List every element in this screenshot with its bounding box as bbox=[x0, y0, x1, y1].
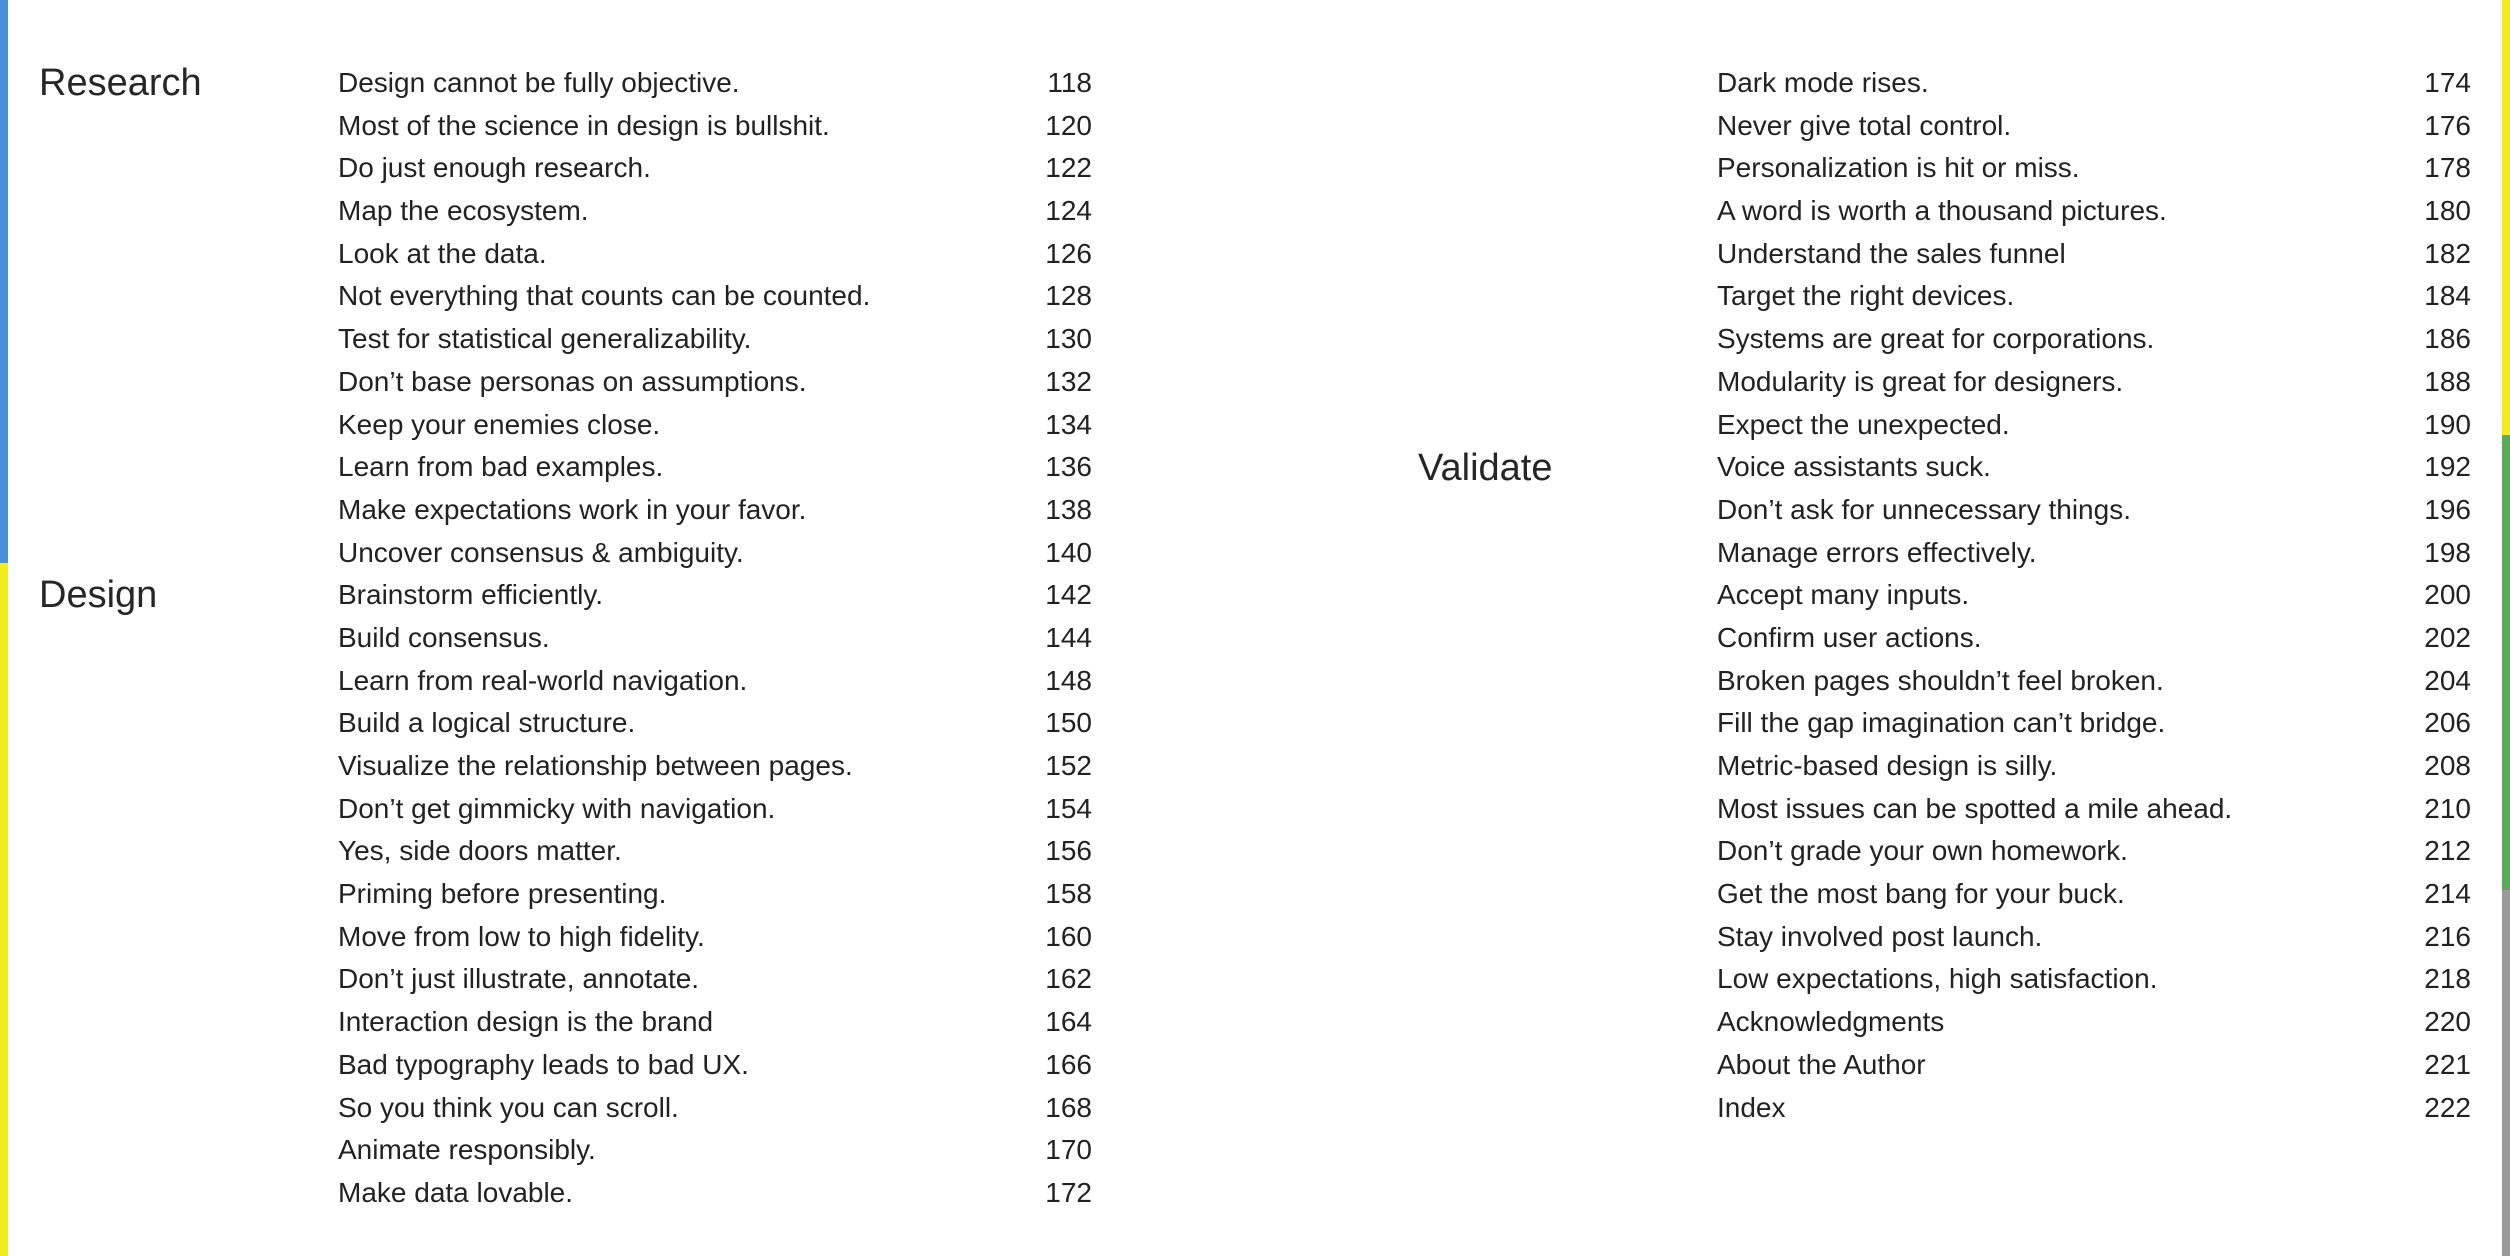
toc-entry-page-number: 168 bbox=[1045, 1091, 1092, 1123]
toc-entry-title: Do just enough research. bbox=[338, 152, 651, 184]
toc-entry-title: Don’t get gimmicky with navigation. bbox=[338, 792, 776, 824]
toc-entry-page-number: 188 bbox=[2424, 365, 2471, 397]
toc-entry-page-number: 221 bbox=[2424, 1048, 2471, 1080]
toc-entry[interactable] bbox=[1717, 233, 2471, 276]
toc-entry-page-number: 186 bbox=[2424, 323, 2471, 355]
toc-entry-title: Make data lovable. bbox=[338, 1176, 574, 1208]
toc-entry[interactable] bbox=[1717, 873, 2471, 916]
toc-entry[interactable] bbox=[338, 1129, 1092, 1172]
toc-entry-title: About the Author bbox=[1717, 1048, 1926, 1080]
toc-entry-page-number: 200 bbox=[2424, 579, 2471, 611]
toc-entry-title: Bad typography leads to bad UX. bbox=[338, 1048, 749, 1080]
toc-entry-title: Modularity is great for designers. bbox=[1717, 365, 2124, 397]
toc-entry[interactable] bbox=[338, 830, 1092, 873]
toc-entry[interactable] bbox=[338, 532, 1092, 575]
toc-entry-title: Metric-based design is silly. bbox=[1717, 750, 2058, 781]
toc-entry-page-number: 222 bbox=[2424, 1091, 2471, 1123]
toc-entry[interactable] bbox=[338, 873, 1092, 916]
toc-entry-title: Broken pages shouldn’t feel broken. bbox=[1717, 664, 2164, 696]
section-color-band-validate bbox=[2502, 435, 2510, 890]
toc-entry[interactable] bbox=[1717, 446, 2471, 489]
toc-entry-title: Confirm user actions. bbox=[1717, 621, 1982, 653]
section-heading-validate: Validate bbox=[1418, 447, 1553, 489]
toc-entry[interactable] bbox=[338, 745, 1092, 788]
toc-entry[interactable] bbox=[1717, 361, 2471, 404]
toc-entry-title: Design cannot be fully objective. bbox=[338, 67, 740, 98]
toc-entry-page-number: 140 bbox=[1045, 536, 1092, 568]
toc-entry-title: Personalization is hit or miss. bbox=[1717, 152, 2080, 184]
toc-entry[interactable] bbox=[1717, 745, 2471, 788]
toc-entry-page-number: 156 bbox=[1045, 835, 1092, 867]
toc-entry-title: So you think you can scroll. bbox=[338, 1091, 679, 1123]
toc-entry[interactable] bbox=[1717, 404, 2471, 447]
toc-entry-page-number: 118 bbox=[1047, 67, 1092, 98]
toc-entry-page-number: 142 bbox=[1045, 579, 1092, 611]
toc-entry[interactable] bbox=[1717, 702, 2471, 745]
toc-entry-title: Don’t base personas on assumptions. bbox=[338, 365, 807, 397]
toc-entry-title: Most of the science in design is bullshit. bbox=[338, 109, 830, 141]
toc-entry-page-number: 144 bbox=[1045, 621, 1092, 653]
toc-entry-title: Dark mode rises. bbox=[1717, 67, 1929, 98]
section-color-band-research bbox=[0, 0, 8, 563]
toc-entry-page-number: 150 bbox=[1045, 707, 1092, 739]
toc-entry[interactable] bbox=[1717, 1044, 2471, 1087]
toc-entry-title: Uncover consensus & ambiguity. bbox=[338, 536, 744, 568]
toc-entry[interactable] bbox=[338, 190, 1092, 233]
toc-entry[interactable] bbox=[1717, 489, 2471, 532]
toc-entry[interactable] bbox=[1717, 190, 2471, 233]
toc-entry[interactable] bbox=[1717, 617, 2471, 660]
toc-entry-page-number: 218 bbox=[2424, 963, 2471, 995]
toc-entry[interactable] bbox=[338, 404, 1092, 447]
toc-entry-page-number: 216 bbox=[2424, 920, 2471, 952]
toc-entry-title: Not everything that counts can be counted. bbox=[338, 280, 871, 312]
section-color-band-design bbox=[0, 563, 8, 1256]
toc-entry-page-number: 154 bbox=[1045, 792, 1092, 824]
toc-entry-page-number: 180 bbox=[2424, 195, 2471, 227]
toc-entry-title: Make expectations work in your favor. bbox=[338, 493, 807, 525]
toc-entry[interactable] bbox=[1717, 660, 2471, 703]
toc-entry-page-number: 206 bbox=[2424, 707, 2471, 739]
toc-entry[interactable] bbox=[338, 1044, 1092, 1087]
section-heading-design: Design bbox=[39, 574, 158, 616]
toc-entry-title: Low expectations, high satisfaction. bbox=[1717, 963, 2158, 995]
toc-entry-page-number: 170 bbox=[1045, 1134, 1092, 1166]
toc-entry-page-number: 176 bbox=[2424, 109, 2471, 141]
toc-entry-page-number: 126 bbox=[1045, 237, 1092, 269]
toc-entry[interactable] bbox=[1717, 574, 2471, 617]
toc-entry-page-number: 208 bbox=[2424, 750, 2471, 781]
toc-entry-page-number: 184 bbox=[2424, 280, 2471, 312]
toc-entry-title: Keep your enemies close. bbox=[338, 408, 661, 440]
toc-entry[interactable] bbox=[1717, 916, 2471, 959]
toc-entry-page-number: 212 bbox=[2424, 835, 2471, 867]
toc-entry[interactable] bbox=[338, 788, 1092, 831]
toc-entry[interactable] bbox=[338, 233, 1092, 276]
toc-entry[interactable] bbox=[338, 1001, 1092, 1044]
toc-entry-title: Index bbox=[1717, 1091, 1786, 1123]
toc-entry[interactable] bbox=[338, 361, 1092, 404]
toc-entry-page-number: 214 bbox=[2424, 878, 2471, 910]
toc-entry-title: Animate responsibly. bbox=[338, 1134, 596, 1166]
section-heading-research: Research bbox=[39, 62, 202, 104]
toc-entry-title: Accept many inputs. bbox=[1717, 579, 1970, 611]
toc-entry-title: Interaction design is the brand bbox=[338, 1006, 714, 1038]
toc-entry[interactable] bbox=[338, 489, 1092, 532]
toc-entry-page-number: 172 bbox=[1045, 1176, 1092, 1208]
toc-entry-page-number: 136 bbox=[1045, 451, 1092, 483]
toc-entry[interactable] bbox=[338, 958, 1092, 1001]
toc-entry[interactable] bbox=[338, 318, 1092, 361]
toc-entry-title: Never give total control. bbox=[1717, 109, 2012, 141]
toc-entry-page-number: 128 bbox=[1045, 280, 1092, 312]
toc-entry[interactable] bbox=[338, 446, 1092, 489]
toc-entry-title: Visualize the relationship between pages. bbox=[338, 750, 853, 781]
toc-entry[interactable] bbox=[1717, 1087, 2471, 1130]
toc-entry-title: Test for statistical generalizability. bbox=[338, 323, 752, 355]
toc-entry-title: Don’t just illustrate, annotate. bbox=[338, 963, 700, 995]
toc-entry-title: Systems are great for corporations. bbox=[1717, 323, 2155, 355]
toc-entry-page-number: 138 bbox=[1045, 493, 1092, 525]
toc-entry[interactable] bbox=[338, 574, 1092, 617]
toc-entry-title: Most issues can be spotted a mile ahead. bbox=[1717, 792, 2233, 824]
toc-entry-title: Learn from real-world navigation. bbox=[338, 664, 748, 696]
toc-entry-page-number: 124 bbox=[1045, 195, 1092, 227]
toc-entry-page-number: 158 bbox=[1045, 878, 1092, 910]
toc-entry[interactable] bbox=[1717, 105, 2471, 148]
toc-entry[interactable] bbox=[338, 147, 1092, 190]
toc-entry[interactable] bbox=[338, 702, 1092, 745]
toc-entry-page-number: 132 bbox=[1045, 365, 1092, 397]
toc-entry-page-number: 178 bbox=[2424, 152, 2471, 184]
toc-entry-title: Map the ecosystem. bbox=[338, 195, 589, 227]
toc-entry-page-number: 202 bbox=[2424, 621, 2471, 653]
toc-entry-title: Build a logical structure. bbox=[338, 707, 636, 739]
toc-entry-title: Brainstorm efficiently. bbox=[338, 579, 604, 611]
toc-entry[interactable] bbox=[1717, 532, 2471, 575]
section-color-band-backmatter bbox=[2502, 890, 2510, 1256]
toc-entry[interactable] bbox=[338, 660, 1092, 703]
toc-entry-page-number: 192 bbox=[2424, 451, 2471, 483]
toc-entry-page-number: 198 bbox=[2424, 536, 2471, 568]
toc-entry-title: Fill the gap imagination can’t bridge. bbox=[1717, 707, 2166, 739]
toc-entry[interactable] bbox=[1717, 275, 2471, 318]
toc-entry-title: Build consensus. bbox=[338, 621, 550, 653]
toc-entry-title: Get the most bang for your buck. bbox=[1717, 878, 2125, 910]
toc-entry[interactable] bbox=[338, 105, 1092, 148]
toc-entry-page-number: 160 bbox=[1045, 920, 1092, 952]
toc-entry[interactable] bbox=[1717, 958, 2471, 1001]
toc-entry-page-number: 204 bbox=[2424, 664, 2471, 696]
toc-entry-title: Manage errors effectively. bbox=[1717, 536, 2037, 568]
toc-entry-title: Look at the data. bbox=[338, 237, 547, 269]
toc-entry-title: Don’t grade your own homework. bbox=[1717, 835, 2128, 867]
toc-entry-title: Don’t ask for unnecessary things. bbox=[1717, 493, 2131, 525]
toc-entry-title: Learn from bad examples. bbox=[338, 451, 664, 483]
toc-entry-page-number: 210 bbox=[2424, 792, 2471, 824]
section-color-band-design-right bbox=[2502, 0, 2510, 435]
toc-entry[interactable] bbox=[1717, 147, 2471, 190]
toc-entry-title: Stay involved post launch. bbox=[1717, 920, 2043, 952]
toc-entry-page-number: 190 bbox=[2424, 408, 2471, 440]
toc-entry-page-number: 122 bbox=[1045, 152, 1092, 184]
toc-entry-title: Acknowledgments bbox=[1717, 1006, 1945, 1038]
toc-entry[interactable] bbox=[338, 916, 1092, 959]
toc-entry[interactable] bbox=[338, 617, 1092, 660]
toc-entry-title: Expect the unexpected. bbox=[1717, 408, 2010, 440]
toc-entry-page-number: 174 bbox=[2424, 67, 2471, 98]
toc-entry[interactable] bbox=[338, 1172, 1092, 1215]
toc-entry-title: Priming before presenting. bbox=[338, 878, 667, 910]
toc-entry-page-number: 220 bbox=[2424, 1006, 2471, 1038]
toc-entry-title: Yes, side doors matter. bbox=[338, 835, 622, 867]
toc-entry-title: Voice assistants suck. bbox=[1717, 451, 1991, 483]
toc-entry[interactable] bbox=[338, 62, 1092, 105]
toc-entry[interactable] bbox=[338, 275, 1092, 318]
toc-entry-page-number: 134 bbox=[1045, 408, 1092, 440]
toc-entry[interactable] bbox=[1717, 62, 2471, 105]
toc-entry[interactable] bbox=[1717, 1001, 2471, 1044]
toc-list-left bbox=[338, 62, 1092, 1215]
toc-entry-page-number: 148 bbox=[1045, 664, 1092, 696]
toc-entry-page-number: 162 bbox=[1045, 963, 1092, 995]
toc-list-right bbox=[1717, 62, 2471, 1129]
toc-entry[interactable] bbox=[1717, 788, 2471, 831]
toc-entry-title: Target the right devices. bbox=[1717, 280, 2015, 312]
toc-entry[interactable] bbox=[1717, 318, 2471, 361]
toc-entry-page-number: 120 bbox=[1045, 109, 1092, 141]
toc-entry-page-number: 164 bbox=[1045, 1006, 1092, 1038]
toc-entry-page-number: 166 bbox=[1045, 1048, 1092, 1080]
toc-entry-page-number: 182 bbox=[2424, 237, 2471, 269]
toc-entry-page-number: 152 bbox=[1045, 750, 1092, 781]
toc-entry-title: A word is worth a thousand pictures. bbox=[1717, 195, 2167, 227]
toc-entry[interactable] bbox=[338, 1087, 1092, 1130]
toc-entry-title: Understand the sales funnel bbox=[1717, 237, 2066, 269]
toc-entry-title: Move from low to high fidelity. bbox=[338, 920, 705, 952]
toc-entry-page-number: 130 bbox=[1045, 323, 1092, 355]
toc-entry-page-number: 196 bbox=[2424, 493, 2471, 525]
toc-entry[interactable] bbox=[1717, 830, 2471, 873]
